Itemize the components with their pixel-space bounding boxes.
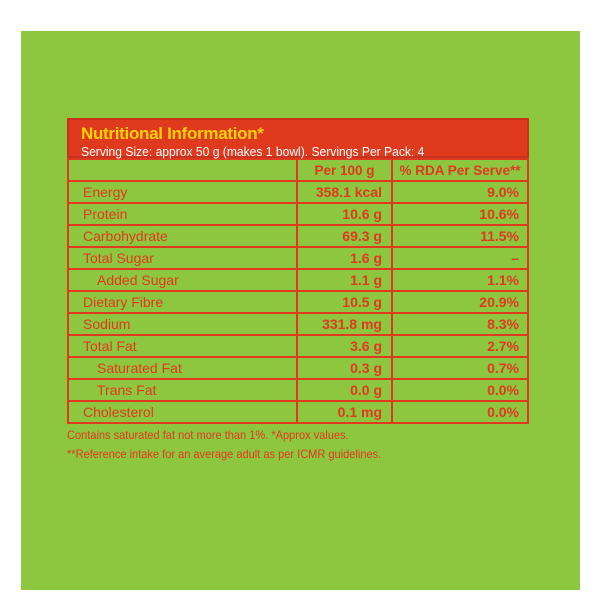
- serving-info: Serving Size: approx 50 g (makes 1 bowl). Servings Per Pack: 4: [81, 144, 425, 159]
- per-100g-value: 0.3 g: [297, 357, 392, 379]
- nutrient-name: Cholesterol: [68, 401, 297, 423]
- rda-value: 9.0%: [392, 181, 528, 203]
- nutrient-name: Sodium: [68, 313, 297, 335]
- footnote-saturated-fat: Contains saturated fat not more than 1%. *Approx values.: [67, 428, 349, 442]
- nutrient-name: Trans Fat: [68, 379, 297, 401]
- rda-value: 1.1%: [392, 269, 528, 291]
- nutrient-name: Total Fat: [68, 335, 297, 357]
- table-row: [68, 203, 528, 225]
- per-100g-value: 10.6 g: [297, 203, 392, 225]
- table-row: [68, 247, 528, 269]
- nutrient-name: Dietary Fibre: [68, 291, 297, 313]
- table-row: [68, 335, 528, 357]
- nutrient-name: Added Sugar: [68, 269, 297, 291]
- column-header-rda: % RDA Per Serve**: [392, 159, 528, 181]
- rda-value: –: [392, 247, 528, 269]
- table-row: [68, 379, 528, 401]
- nutrition-title: Nutritional Information*: [81, 124, 264, 143]
- rda-value: 0.0%: [392, 379, 528, 401]
- table-row: [68, 291, 528, 313]
- nutrient-name: Carbohydrate: [68, 225, 297, 247]
- column-header-per-100g: Per 100 g: [297, 159, 392, 181]
- nutrient-name: Total Sugar: [68, 247, 297, 269]
- rda-value: 2.7%: [392, 335, 528, 357]
- rda-value: 0.0%: [392, 401, 528, 423]
- table-row: [68, 357, 528, 379]
- table-row: [68, 269, 528, 291]
- footnote-reference-intake: **Reference intake for an average adult as per ICMR guidelines.: [67, 447, 382, 461]
- nutrient-name: Saturated Fat: [68, 357, 297, 379]
- per-100g-value: 358.1 kcal: [297, 181, 392, 203]
- per-100g-value: 331.8 mg: [297, 313, 392, 335]
- nutrition-panel: [67, 118, 529, 464]
- table-header-row: [68, 159, 528, 181]
- rda-value: 10.6%: [392, 203, 528, 225]
- rda-value: 0.7%: [392, 357, 528, 379]
- nutrient-name: Energy: [68, 181, 297, 203]
- table-row: [68, 313, 528, 335]
- per-100g-value: 0.1 mg: [297, 401, 392, 423]
- table-row: [68, 225, 528, 247]
- per-100g-value: 69.3 g: [297, 225, 392, 247]
- rda-value: 11.5%: [392, 225, 528, 247]
- per-100g-value: 0.0 g: [297, 379, 392, 401]
- table-row: [68, 181, 528, 203]
- nutrient-name: Protein: [68, 203, 297, 225]
- rda-value: 20.9%: [392, 291, 528, 313]
- column-header-nutrient: [68, 159, 297, 181]
- table-row: [68, 401, 528, 423]
- nutrition-header: [67, 118, 529, 158]
- per-100g-value: 10.5 g: [297, 291, 392, 313]
- rda-value: 8.3%: [392, 313, 528, 335]
- per-100g-value: 1.1 g: [297, 269, 392, 291]
- per-100g-value: 3.6 g: [297, 335, 392, 357]
- per-100g-value: 1.6 g: [297, 247, 392, 269]
- nutrition-table: [67, 158, 529, 424]
